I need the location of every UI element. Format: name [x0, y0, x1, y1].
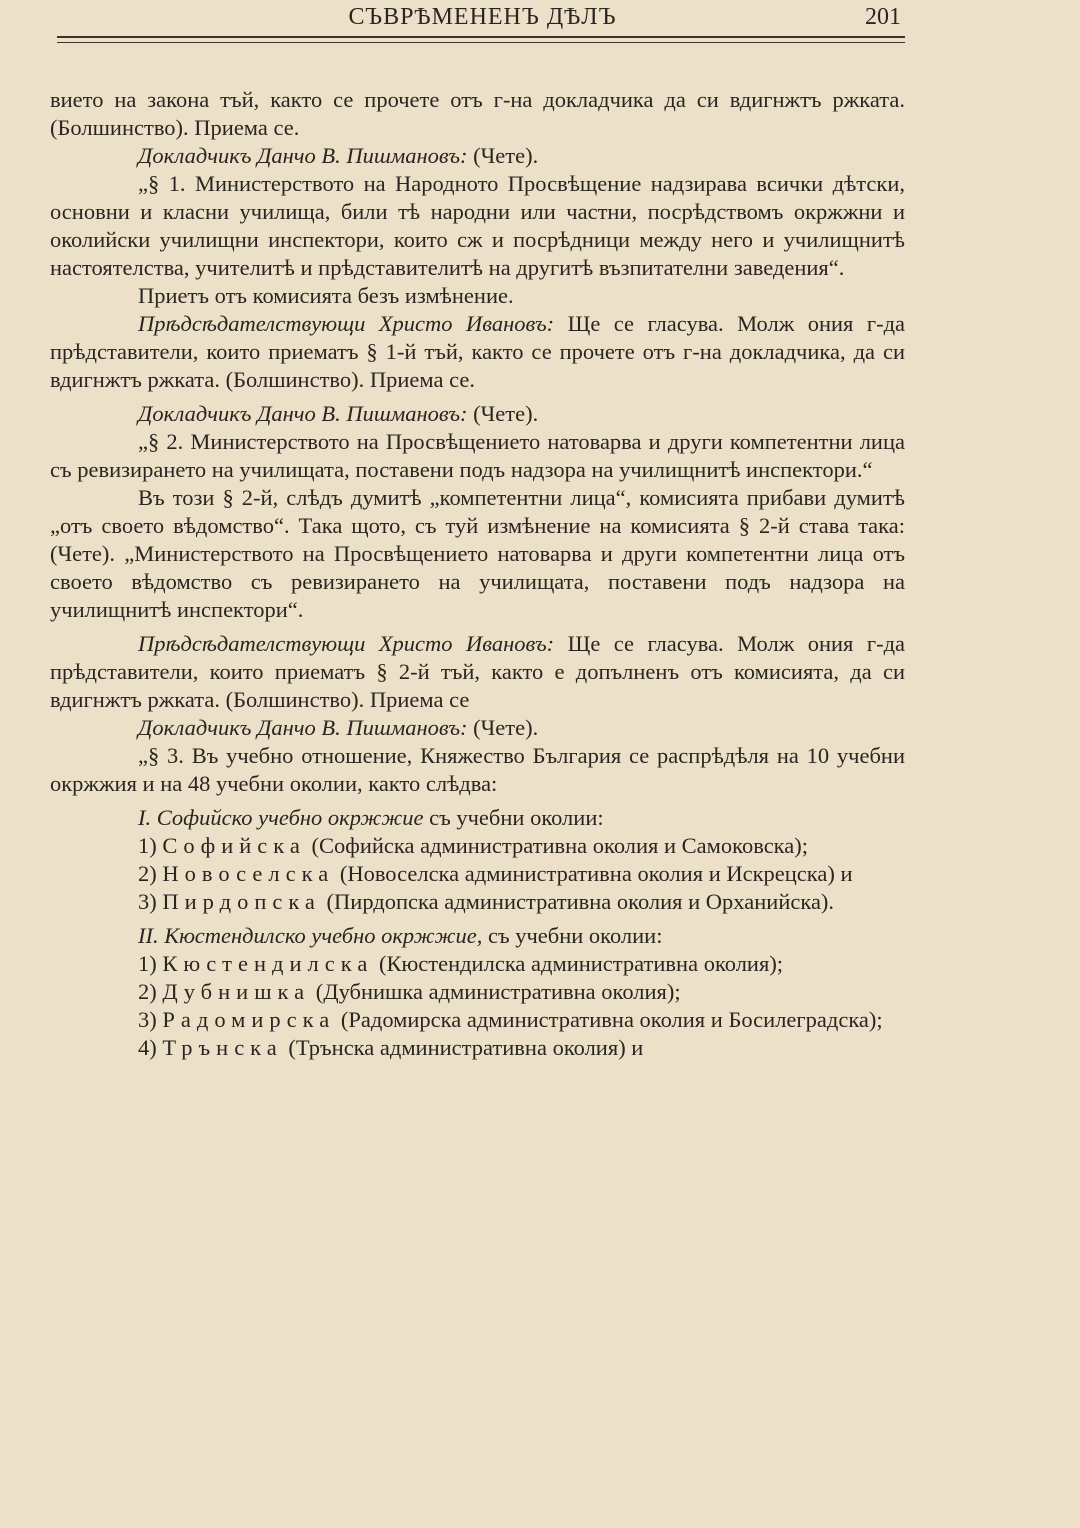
district-name: Дубнишка — [162, 979, 311, 1004]
text-run: (Новоселска административна околия и Искрецска) и — [334, 861, 853, 886]
paragraph — [50, 1006, 905, 1034]
page-number: 201 — [865, 4, 901, 30]
text-run: (Чете). — [467, 401, 539, 426]
text-run: (Софийска административна околия и Самоковска); — [305, 833, 809, 858]
speaker-or-heading: Докладчикъ Данчо В. Пишмановъ: — [138, 143, 468, 168]
paragraph — [50, 714, 905, 742]
text-run: 1) — [138, 833, 163, 858]
district-name: Кюстендилска — [162, 951, 374, 976]
district-name: Трънска — [162, 1035, 283, 1060]
header-rule-thin — [57, 42, 905, 43]
text-run: Приетъ отъ комисията безъ измѣнение. — [138, 283, 514, 308]
speaker-or-heading: Докладчикъ Данчо В. Пишмановъ: — [138, 715, 468, 740]
text-run: 2) — [138, 979, 163, 1004]
page-body — [50, 86, 905, 1062]
text-run: вието на закона тъй, както се прочете отъ г-на докладчика да си вдигнжтъ ржката. (Болшинство). Приема се. — [50, 87, 905, 140]
text-run: „§ 2. Министерството на Просвѣщението натоварва и други компетентни лица съ ревизирането на училищата, поставени подъ надзора на училищнитѣ инспектори.“ — [50, 429, 905, 482]
paragraph — [50, 978, 905, 1006]
text-run: (Кюстендилска административна околия); — [373, 951, 784, 976]
paragraph — [50, 170, 905, 282]
text-run: Ще се гласува. Молж ония г-да прѣдставители, които приематъ § 2-й тъй, както е допълненъ отъ комисията, да си вдигнжтъ ржката. (Болшинство). Приема се — [50, 631, 905, 712]
text-run: (Дубнишка административна околия); — [310, 979, 681, 1004]
paragraph — [50, 950, 905, 978]
speaker-or-heading: Докладчикъ Данчо В. Пишмановъ: — [138, 401, 468, 426]
district-name: Новоселска — [162, 861, 335, 886]
speaker-or-heading: I. Софийско учебно окржжие — [138, 805, 424, 830]
paragraph — [50, 888, 905, 916]
paragraph — [50, 484, 905, 624]
text-run: 2) — [138, 861, 163, 886]
paragraph — [50, 310, 905, 394]
district-name: Софийска — [162, 833, 306, 858]
text-run: (Трънска административна околия) и — [282, 1035, 644, 1060]
text-run: 3) — [138, 889, 163, 914]
text-run: съ учебни околии: — [482, 923, 663, 948]
text-run: (Чете). — [467, 143, 539, 168]
paragraph — [50, 742, 905, 798]
paragraph — [50, 630, 905, 714]
text-run: „§ 1. Министерството на Народното Просвѣщение надзирава всички дѣтски, основни и класни училища, били тѣ народни или частни, посрѣдствомъ окржжни и околийски училищни инспектори, които сж и посрѣдници между него и училищнитѣ настоятелства, учителитѣ и прѣдставителитѣ на другитѣ възпитателни заведения“. — [50, 171, 905, 280]
paragraph — [50, 400, 905, 428]
district-name: Пирдопска — [162, 889, 321, 914]
header-rule-thick — [57, 36, 905, 38]
paragraph — [50, 922, 905, 950]
text-run: „§ 3. Въ учебно отношение, Княжество България се распрѣдѣля на 10 учебни окржжия и на 48 учебни околии, както слѣдва: — [50, 743, 905, 796]
speaker-or-heading: Прѣдсѣдателствующи Христо Ивановъ: — [138, 631, 555, 656]
text-run: Въ този § 2-й, слѣдъ думитѣ „компетентни лица“, комисията прибави думитѣ „отъ своето вѣдомство“. Така щото, съ туй измѣнение на комисията § 2-й става така: (Чете). „Министерството на Просвѣщението натоварва и други компетентни лица отъ своето вѣдомство съ ревизирането на училищата, поставени подъ надзора на училищнитѣ инспектори“. — [50, 485, 905, 622]
text-run: (Радомирска административна околия и Босилеградска); — [335, 1007, 883, 1032]
paragraph — [50, 142, 905, 170]
text-run: Ще се гласува. Молж ония г-да прѣдставители, които приематъ § 1-й тъй, както се прочете отъ г-на докладчика, да си вдигнжтъ ржката. (Болшинство). Приема се. — [50, 311, 905, 392]
text-run: (Пирдопска административна околия и Орханийска). — [320, 889, 835, 914]
text-run: 1) — [138, 951, 163, 976]
section-title: СЪВРѢМЕНЕНЪ ДѢЛЪ — [348, 4, 617, 30]
running-header — [60, 0, 905, 34]
text-run: 3) — [138, 1007, 163, 1032]
paragraph — [50, 804, 905, 832]
district-name: Радомирска — [162, 1007, 336, 1032]
paragraph — [50, 832, 905, 860]
paragraph — [50, 860, 905, 888]
text-run: съ учебни околии: — [423, 805, 604, 830]
text-run: (Чете). — [467, 715, 539, 740]
paragraph — [50, 86, 905, 142]
speaker-or-heading: II. Кюстендилско учебно окржжие, — [138, 923, 483, 948]
paragraph — [50, 282, 905, 310]
text-run: 4) — [138, 1035, 163, 1060]
speaker-or-heading: Прѣдсѣдателствующи Христо Ивановъ: — [138, 311, 555, 336]
paragraph — [50, 428, 905, 484]
paragraph — [50, 1034, 905, 1062]
